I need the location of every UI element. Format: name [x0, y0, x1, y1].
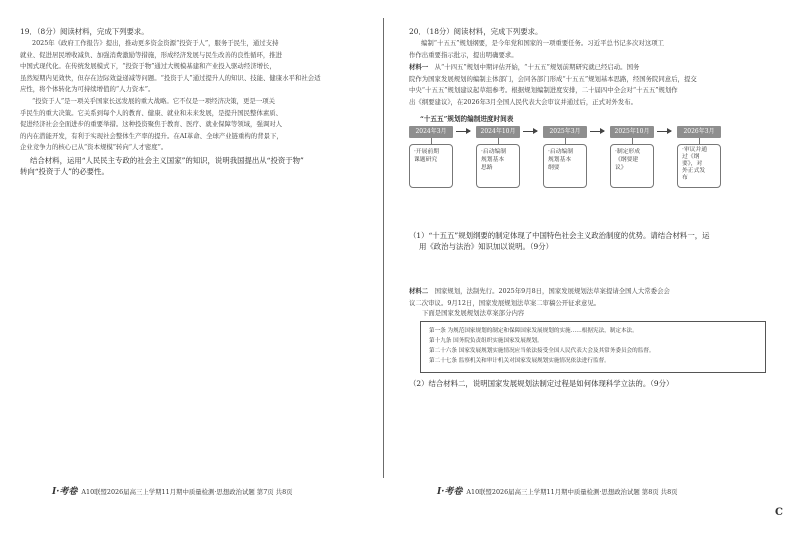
material-line: 院作为国家发展规划的编制主体部门，会同各部门形成“十五五”规划基本思路，经国务院同意后，提交	[409, 74, 697, 83]
event-line: 课题研究	[414, 157, 438, 163]
right-footer	[437, 484, 678, 497]
timeline-date: 2025年10月	[610, 126, 654, 138]
material-1-label: 材料一	[409, 63, 429, 71]
event-line: ·启动编制	[481, 149, 507, 155]
law-article: 第二十七条 监察机关和审计机关对国家发展规划实施情况依法进行监督。	[429, 358, 610, 364]
task-line: 结合材料，运用“人民民主专政的社会主义国家”的知识，说明我国提出从“投资于物”	[30, 156, 304, 165]
material-line: 议二次审议。9月12日，国家发展规划法草案二审稿公开征求意见。	[409, 298, 601, 307]
question-20-task-2	[409, 378, 673, 389]
event-line: 《纲要建	[615, 157, 639, 163]
material-2	[409, 286, 779, 309]
timeline-arrow	[523, 131, 537, 132]
timeline-event	[409, 144, 453, 188]
task-line: 用《政治与法治》知识加以说明。（9分）	[419, 242, 554, 251]
material-2-text: 国家规划，法制先行。2025年9月8日，国家发展规划法草案提请全国人大常委会会	[434, 287, 670, 295]
right-page	[400, 0, 800, 544]
event-line: 纲要	[548, 165, 560, 171]
material-line: 就业、促进居民增收减负、加强消费激励等措施，形成经济发展与民生改善的良性循环，推进	[20, 50, 283, 59]
question-19-task	[20, 155, 304, 177]
corner-letter: C	[775, 507, 783, 518]
brand-mark: I·考卷	[52, 487, 78, 497]
law-article: 第一条 为规范国家规划的制定和保障国家发展规划的实施……根据宪法，制定本法。	[429, 328, 638, 334]
material-line	[409, 286, 779, 298]
timeline-arrow	[657, 131, 671, 132]
law-article: 第十九条 国务院负责组织实施国家发展规划。	[429, 338, 543, 344]
question-19-material	[20, 38, 366, 154]
timeline-event	[543, 144, 587, 188]
brand-mark: I·考卷	[437, 487, 463, 497]
material-line: 虽然短期内见效快，但存在边际效益递减等问题。“投资于人”通过提升人的知识、技能、健康水平和社会适	[20, 73, 321, 82]
question-20-task-1	[409, 230, 710, 252]
task-line: （1）“十五五”规划纲要的制定体现了中国特色社会主义政治制度的优势。请结合材料一，运	[409, 231, 710, 240]
event-line: ·审议并通	[682, 147, 708, 153]
footer-text: A10联盟2026届高三上学期11月期中质量检测·思想政治试题 第7页 共8页	[81, 488, 293, 496]
event-line: ·开展前期	[414, 149, 440, 155]
material-line: 2025年《政府工作报告》提出，推动更多资金资源“投资于人”，服务于民生，通过支持	[32, 39, 279, 47]
timeline-arrow	[590, 131, 604, 132]
event-line: ·制定形成	[615, 149, 641, 155]
event-line: 外正式发	[682, 168, 706, 174]
event-line: 思路	[481, 165, 493, 171]
material-line: 促进经济社会全面进步的重要举措。这种投资聚焦于教育、医疗、就业保障等领域，强调对人	[20, 120, 283, 129]
material-line: 中国式现代化。在传统发展模式下，“投资于物”通过大规模基建和产业投入驱动经济增长，	[20, 62, 276, 71]
timeline-title: “十五五”规划的编制进度时间表	[420, 115, 514, 123]
task-line: 转向“投资于人”的必要性。	[20, 167, 109, 176]
event-line: 议》	[615, 165, 627, 171]
timeline-event	[610, 144, 654, 188]
timeline-date: 2025年3月	[543, 126, 587, 138]
material-line	[409, 62, 779, 74]
event-line: 过《纲	[682, 154, 700, 160]
task-line: （2）结合材料二，说明国家发展规划法制定过程是如何体现科学立法的。（9分）	[409, 379, 674, 388]
intro-line: 作作出重要指示批示，提出明确要求。	[409, 50, 518, 59]
footer-text: A10联盟2026届高三上学期11月期中质量检测·思想政治试题 第8页 共8页	[466, 488, 678, 496]
event-line: 规划基本	[548, 157, 572, 163]
timeline-event	[677, 144, 721, 188]
intro-line: 编制“十五五”规划纲要，是今年党和国家的一项重要任务。习近平总书记多次对这项工	[421, 39, 664, 47]
material-2-label: 材料二	[409, 287, 429, 295]
law-article: 第二十六条 国家发展规划实施情况应当依法接受全国人民代表大会及其常务委员会的监督。	[429, 348, 655, 354]
event-line: 要》，对	[682, 161, 703, 167]
material-line: 应性，将个体转化为可持续增值的“人力资本”。	[20, 85, 155, 94]
material-line: 企业竞争力的核心已从“资本规模”转向“人才密度”。	[20, 143, 168, 152]
material-line: 的内在潜能开发，有利于实现社会整体生产率的提升。在AI革命、全球产业链重构的背景下，	[20, 131, 283, 140]
timeline-date: 2026年3月	[677, 126, 721, 138]
timeline-date: 2024年3月	[409, 126, 453, 138]
material-line: “投资于人”是一项关乎国家长远发展的重大战略。它不仅是一项经济决策，更是一项关	[32, 96, 275, 105]
timeline-arrow	[456, 131, 470, 132]
left-footer	[52, 484, 293, 497]
event-line: ·启动编制	[548, 149, 574, 155]
material-1-text: 从“十四五”规划中期评估开始，“十五五”规划前期研究就已经启动。国务	[434, 63, 640, 71]
question-19-heading: 19．（8分）阅读材料，完成下列要求。	[20, 27, 149, 36]
table-caption: 下面是国家发展规划法草案部分内容	[422, 309, 525, 317]
material-line: 中央“十五五”规划建议起草组参考。根据规划编制进度安排，二十届四中全会对“十五五”规划作	[409, 86, 678, 95]
material-line: 出《纲要建议》，在2026年3月全国人民代表大会审议并通过后，正式对外发布。	[409, 97, 638, 106]
material-line: 乎民生的重大决策。它关系到每个人的教育、健康、就业和未来发展，是提升国民整体素质、	[20, 108, 283, 117]
event-line: 布	[682, 175, 688, 181]
timeline-date: 2024年10月	[476, 126, 520, 138]
page-divider	[383, 18, 384, 478]
timeline-event	[476, 144, 520, 188]
question-20-intro	[409, 38, 779, 61]
event-line: 规划基本	[481, 157, 505, 163]
question-20-heading: 20．（18分）阅读材料，完成下列要求。	[409, 27, 543, 36]
material-1	[409, 62, 779, 108]
law-excerpt-table	[420, 321, 766, 373]
